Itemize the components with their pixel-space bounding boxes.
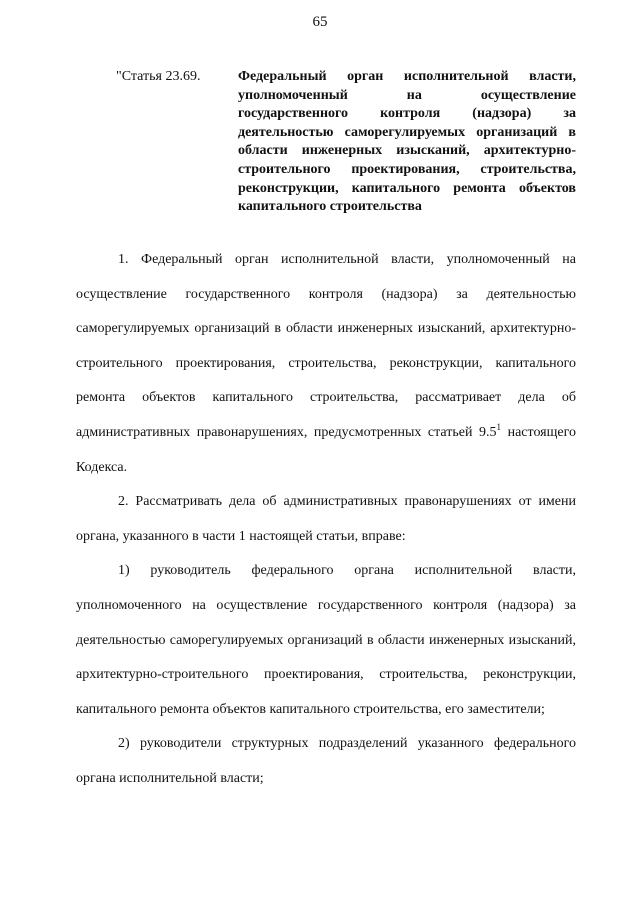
paragraph-1-tail: настоящего Кодекса.	[76, 424, 577, 475]
article-title: Федеральный орган исполнительной власти, уполномоченный на осуществление государственного контроля (надзора) за деятельностью саморегулируемых организаций в области инженерных изысканий, архитектурно-строительного проектирования, строительства, реконструкции, капитального ремонта объектов капитального строительства	[238, 69, 576, 215]
paragraph-1	[76, 243, 576, 485]
list-item-1: 1) руководитель федерального органа исполнительной власти, уполномоченного на осуществление государственного контроля (надзора) за деятельностью саморегулируемых организаций в области инженерных изысканий, архитектурно-строительного проектирования, строительства, реконструкции, капитального ремонта объектов капитального строительства, его заместители;	[76, 563, 576, 717]
page-number: 65	[312, 14, 328, 30]
article-label: "Статья 23.69.	[116, 69, 201, 84]
list-item-2: 2) руководители структурных подразделений указанного федерального органа исполнительной власти;	[76, 736, 576, 786]
article-body	[76, 243, 576, 797]
paragraph-1-superscript: 1	[496, 421, 502, 432]
paragraph-1-text: 1. Федеральный орган исполнительной власти, уполномоченный на осуществление государственного контроля (надзора) за деятельностью саморегулируемых организаций в области инженерных изысканий, архитектурно-строительного проектирования, строительства, реконструкции, капитального ремонта объектов капитального строительства, рассматривает дела об административных правонарушениях, предусмотренных статьей 9.5	[76, 252, 576, 440]
paragraph-2: 2. Рассматривать дела об административных правонарушениях от имени органа, указанного в части 1 настоящей статьи, вправе:	[76, 494, 576, 544]
